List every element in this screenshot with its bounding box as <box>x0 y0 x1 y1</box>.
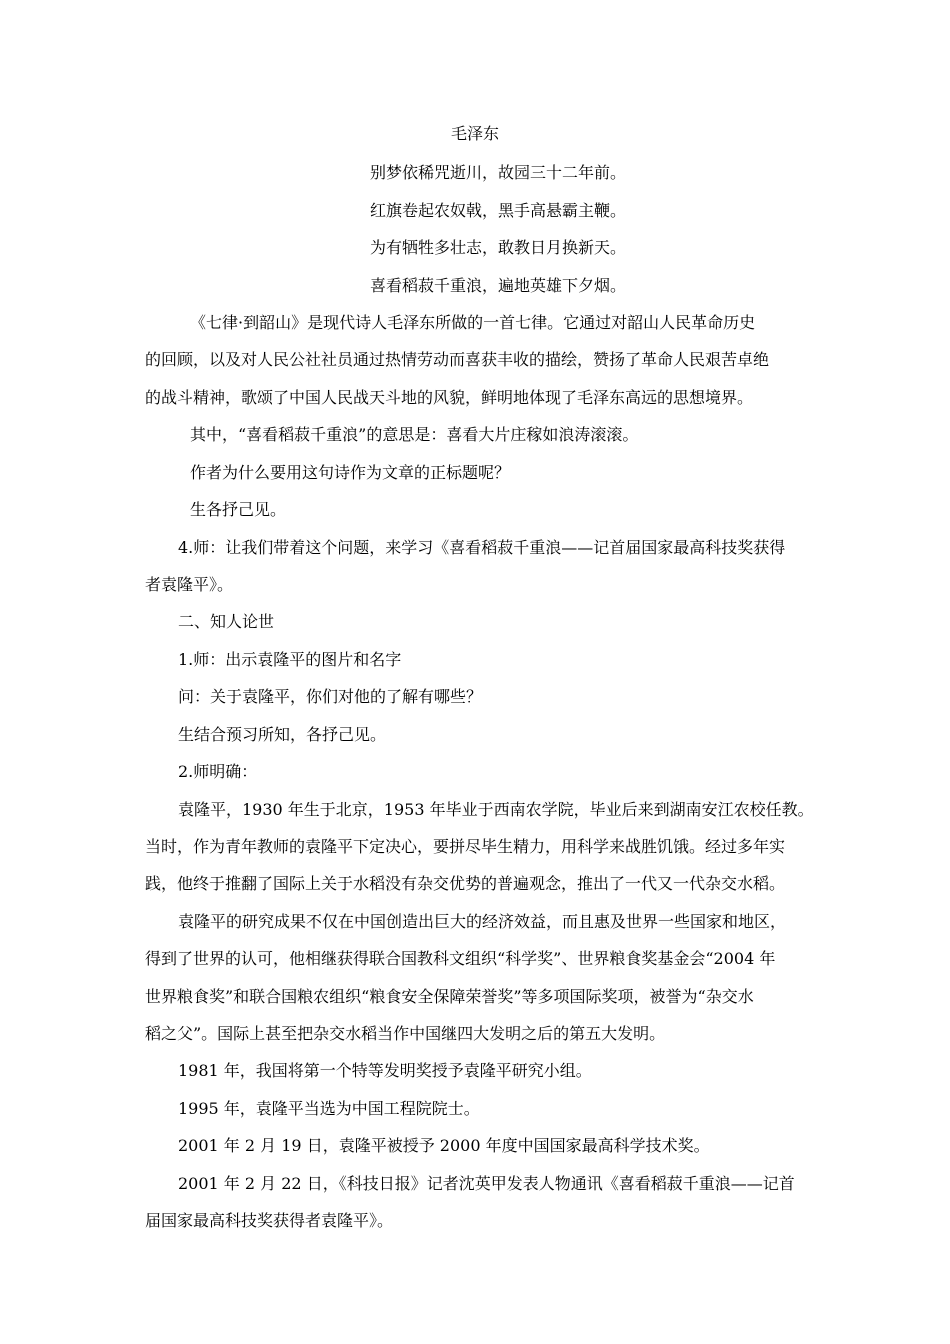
bio-paragraph-1-line-3: 践，他终于推翻了国际上关于水稻没有杂交优势的普遍观念，推出了一代又一代杂交水稻。 <box>145 874 786 893</box>
intro-paragraph-line-3: 的战斗精神，歌颂了中国人民战天斗地的风貌，鲜明地体现了毛泽东高远的思想境界。 <box>145 388 754 407</box>
intro-paragraph-line-2: 的回顾，以及对人民公社社员通过热情劳动而喜获丰收的描绘，赞扬了革命人民艰苦卓绝 <box>145 350 770 369</box>
s2-question: 问：关于袁隆平，你们对他的了解有哪些？ <box>178 687 483 706</box>
question-text: 作者为什么要用这句诗作为文章的正标题呢？ <box>190 463 511 482</box>
event-1995: 1995 年，袁隆平当选为中国工程院院士。 <box>178 1099 480 1118</box>
s2-item-2: 2.师明确： <box>178 762 258 781</box>
bio-paragraph-1-line-1: 袁隆平，1930 年生于北京，1953 年毕业于西南农学院，毕业后来到湖南安江农校任教。 <box>178 800 814 819</box>
step4-line-2: 者袁隆平》。 <box>145 575 234 594</box>
event-2001-feb-22-line-2: 届国家最高科技奖获得者袁隆平》。 <box>145 1211 394 1230</box>
s2-item-1: 1.师：出示袁隆平的图片和名字 <box>178 650 402 669</box>
section-heading: 二、知人论世 <box>178 612 275 631</box>
bio-paragraph-1-line-2: 当时，作为青年教师的袁隆平下定决心，要拼尽毕生精力，用科学来战胜饥饿。经过多年实 <box>145 837 786 856</box>
bio-paragraph-2-line-1: 袁隆平的研究成果不仅在中国创造出巨大的经济效益，而且惠及世界一些国家和地区， <box>178 912 787 931</box>
bio-paragraph-2-line-3: 世界粮食奖”和联合国粮农组织“粮食安全保障荣誉奖”等多项国际奖项，被誉为“杂交水 <box>145 987 754 1006</box>
poem-author: 毛泽东 <box>450 124 499 143</box>
students-answer: 生各抒己见。 <box>190 500 287 519</box>
event-1981: 1981 年，我国将第一个特等发明奖授予袁隆平研究小组。 <box>178 1061 592 1080</box>
bio-paragraph-2-line-4: 稻之父”。国际上甚至把杂交水稻当作中国继四大发明之后的第五大发明。 <box>145 1024 666 1043</box>
event-2001-feb-22-line-1: 2001 年 2 月 22 日，《科技日报》记者沈英甲发表人物通讯《喜看稻菽千重浪——记首 <box>178 1174 795 1193</box>
event-2001-feb-19: 2001 年 2 月 19 日，袁隆平被授予 2000 年度中国国家最高科学技术奖。 <box>178 1136 710 1155</box>
intro-paragraph-line-1: 《七律·到韶山》是现代诗人毛泽东所做的一首七律。它通过对韶山人民革命历史 <box>190 313 756 332</box>
poem-line-4: 喜看稻菽千重浪，遍地英雄下夕烟。 <box>370 276 627 295</box>
step4-line-1: 4.师：让我们带着这个问题，来学习《喜看稻菽千重浪——记首届国家最高科技奖获得 <box>178 538 786 557</box>
s2-answer: 生结合预习所知，各抒己见。 <box>178 725 387 744</box>
poem-line-2: 红旗卷起农奴戟，黑手高悬霸主鞭。 <box>370 201 627 220</box>
meaning-text: 其中，“喜看稻菽千重浪”的意思是：喜看大片庄稼如浪涛滚滚。 <box>190 425 639 444</box>
poem-line-1: 别梦依稀咒逝川，故园三十二年前。 <box>370 163 627 182</box>
bio-paragraph-2-line-2: 得到了世界的认可，他相继获得联合国教科文组织“科学奖”、世界粮食奖基金会“2004 年 <box>145 949 776 968</box>
poem-line-3: 为有牺牲多壮志，敢教日月换新天。 <box>370 238 627 257</box>
